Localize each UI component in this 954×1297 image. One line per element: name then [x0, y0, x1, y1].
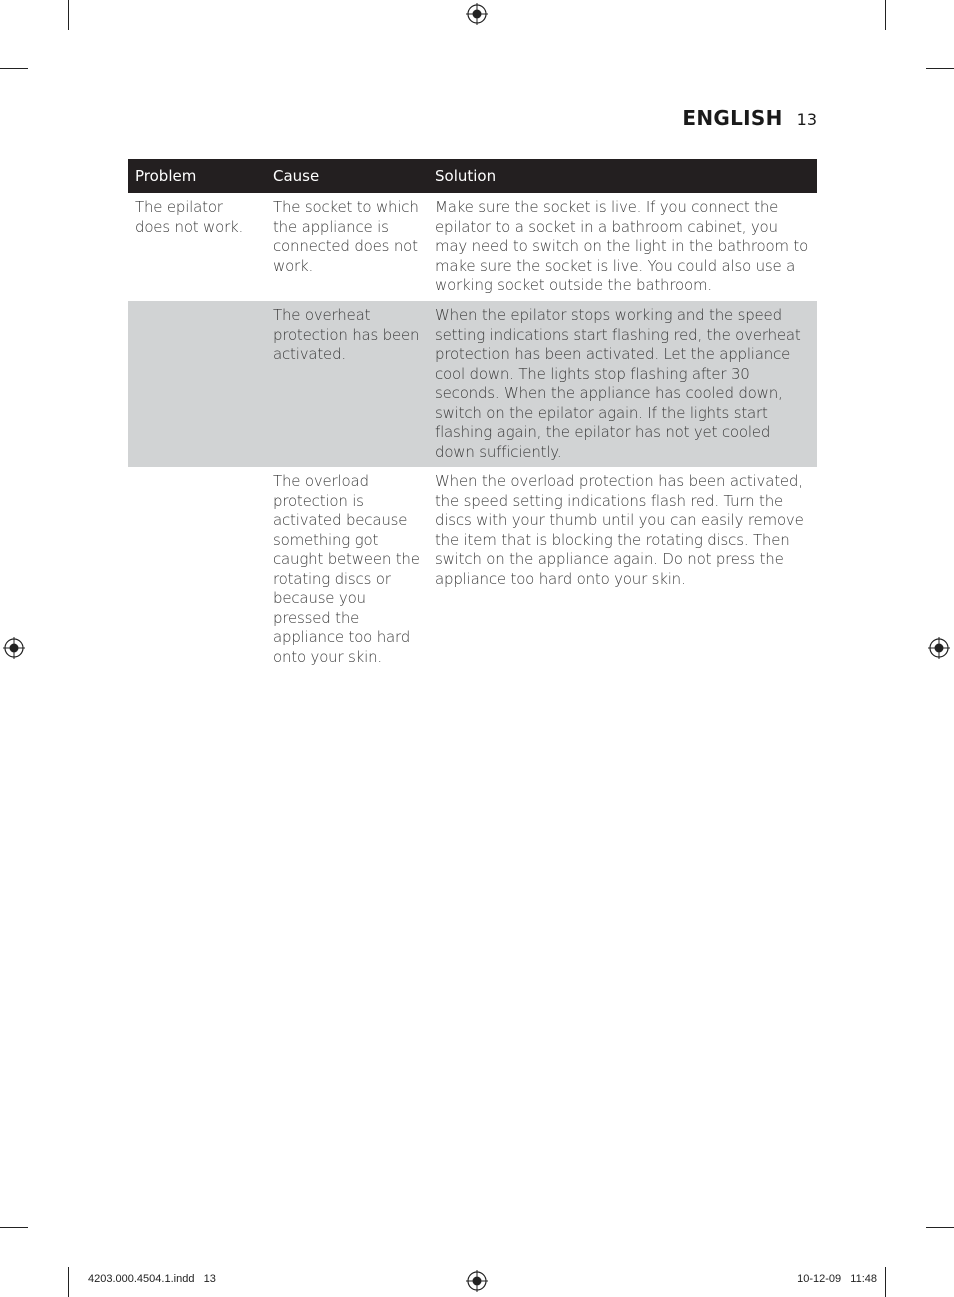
registration-mark-icon: [466, 3, 488, 25]
crop-mark: [0, 1227, 28, 1228]
solution-cell: When the overload protection has been activated, the speed setting indications flash red. Turn the discs with your thumb until you can easily remove the item that is blocking the rotating discs. Then switch on the appliance again. Do not press the appliance too hard onto your skin.: [435, 472, 804, 588]
table-row: [128, 467, 817, 672]
problem-cell: [128, 301, 266, 467]
troubleshooting-table: [128, 159, 817, 672]
crop-mark: [926, 1227, 954, 1228]
registration-mark-icon: [928, 637, 950, 659]
language-heading: ENGLISH: [682, 106, 783, 130]
column-header-problem: Problem: [128, 159, 266, 193]
cause-cell: The overload protection is activated because something got caught between the rotating discs or because you pressed the appliance too hard onto your skin.: [273, 472, 420, 666]
solution-cell: Make sure the socket is live. If you connect the epilator to a socket in a bathroom cabinet, you may need to switch on the light in the bathroom to make sure the socket is live. You could also use a working socket outside the bathroom.: [435, 198, 809, 294]
table-row: [128, 301, 817, 467]
print-timestamp: 10-12-09 11:48: [797, 1273, 877, 1285]
table-header-row: [128, 159, 817, 193]
table-row: [128, 193, 817, 301]
problem-cell: [128, 467, 266, 672]
print-file-label: 4203.000.4504.1.indd 13: [88, 1273, 216, 1285]
crop-mark: [926, 68, 954, 69]
registration-mark-icon: [466, 1270, 488, 1292]
crop-mark: [885, 1267, 886, 1297]
cause-cell: The overheat protection has been activated.: [266, 301, 428, 467]
problem-cell: The epilator does not work.: [135, 198, 244, 236]
crop-mark: [68, 0, 69, 30]
cause-cell: The socket to which the appliance is connected does not work.: [273, 198, 419, 275]
column-header-solution: Solution: [428, 159, 817, 193]
registration-mark-icon: [3, 637, 25, 659]
crop-mark: [885, 0, 886, 30]
column-header-cause: Cause: [266, 159, 428, 193]
crop-mark: [68, 1267, 69, 1297]
crop-mark: [0, 68, 28, 69]
solution-cell: When the epilator stops working and the speed setting indications start flashing red, the overheat protection has been activated. Let the appliance cool down. The lights stop flashing after 30 seconds. When the appliance has cooled down, switch on the epilator again. If the lights start flashing again, the epilator has not yet cooled down sufficiently.: [428, 301, 817, 467]
page-number: 13: [796, 110, 817, 129]
page-header: [682, 106, 817, 130]
